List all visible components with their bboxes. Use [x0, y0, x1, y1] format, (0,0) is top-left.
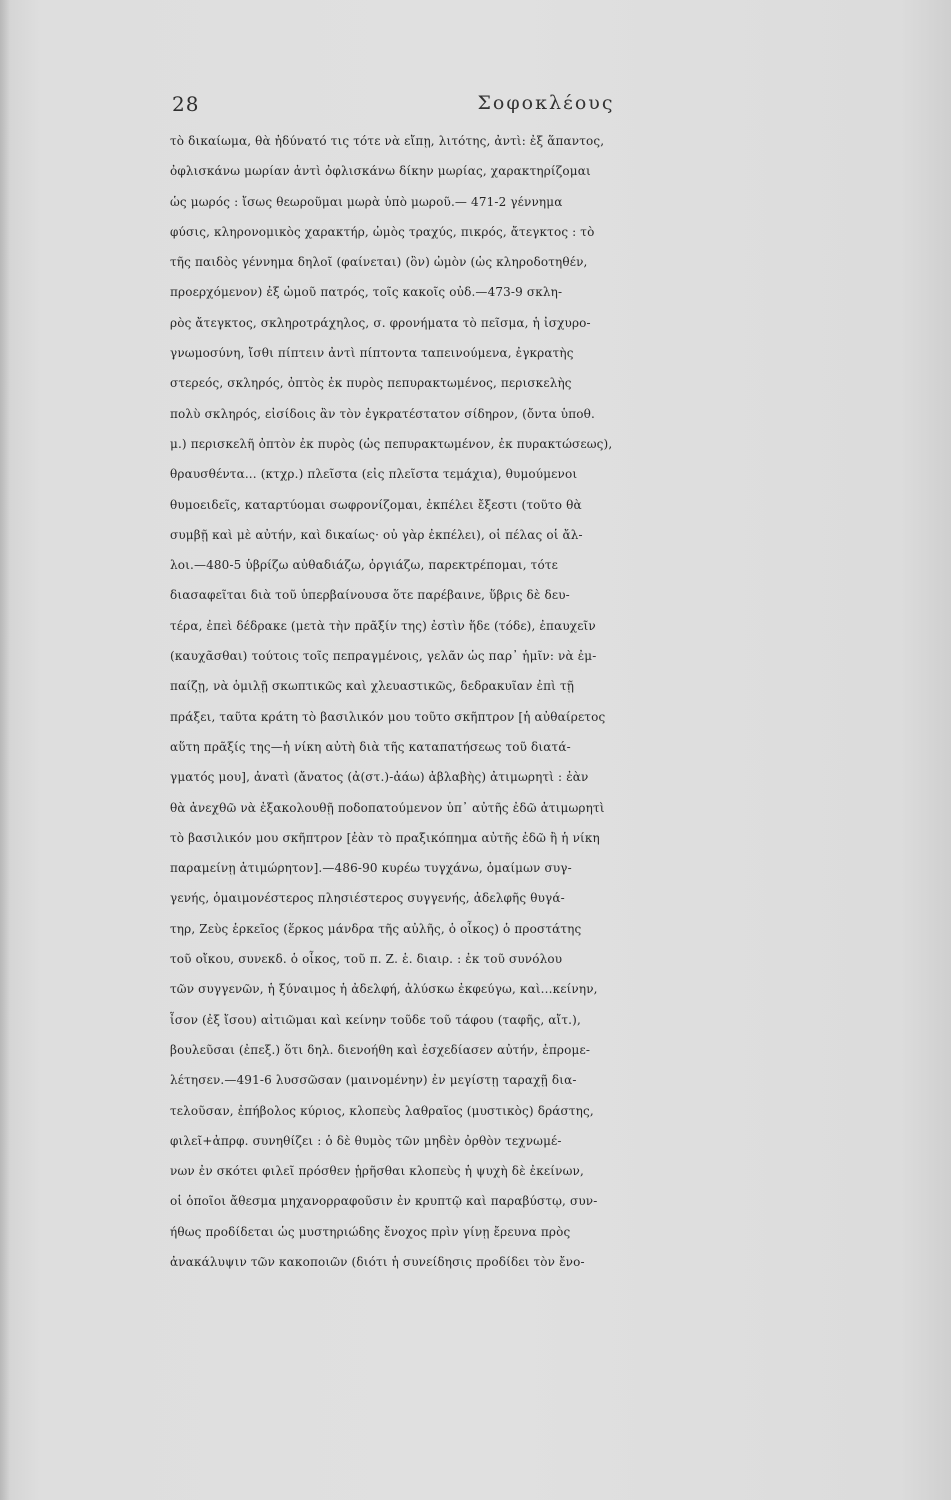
- text-line: ὡς μωρός : ἴσως θεωροῦμαι μωρὰ ὑπὸ μωροῦ.— 471-2 γέννημα: [170, 194, 563, 209]
- text-line: τέρα, ἐπεὶ δέδρακε (μετὰ τὴν πρᾶξίν της) ἐστὶν ἥδε (τόδε), ἐπαυχεῖν: [170, 618, 596, 633]
- text-line: θυμοειδεῖς, καταρτύομαι σωφρονίζομαι, ἐκπέλει ἔξεστι (τοῦτο θὰ: [170, 497, 582, 512]
- text-line: τοῦ οἴκου, συνεκδ. ὁ οἶκος, τοῦ π. Ζ. ἑ. διαιρ. : ἐκ τοῦ συνόλου: [170, 952, 563, 967]
- text-line: προερχόμενον) ἐξ ὠμοῦ πατρός, τοῖς κακοῖς οὐδ.—473-9 σκλη-: [170, 285, 563, 300]
- text-line: στερεός, σκληρός, ὀπτὸς ἐκ πυρὸς πεπυρακτωμένος, περισκελὴς: [170, 376, 572, 391]
- text-line: βουλεῦσαι (ἐπεξ.) ὅτι δηλ. διενοήθη καὶ ἐσχεδίασεν αὐτήν, ἐπρομε-: [170, 1042, 591, 1057]
- text-line: πολὺ σκληρός, εἰσίδοις ἂν τὸν ἐγκρατέστατον σίδηρον, (ὄντα ὑποθ.: [170, 406, 595, 421]
- text-line: διασαφεῖται διὰ τοῦ ὑπερβαίνουσα ὅτε παρέβαινε, ὕβρις δὲ δευ-: [170, 588, 570, 603]
- text-line: μ.) περισκελῆ ὀπτὸν ἐκ πυρὸς (ὡς πεπυρακτωμένον, ἐκ πυρακτώσεως),: [170, 436, 613, 451]
- text-line: (καυχᾶσθαι) τούτοις τοῖς πεπραγμένοις, γελᾶν ὡς παρ᾽ ἡμῖν: νὰ ἐμ-: [170, 649, 597, 664]
- text-line: γενής, ὁμαιμονέστερος πλησιέστερος συγγενής, ἀδελφῆς θυγά-: [170, 891, 565, 906]
- text-line: αὕτη πρᾶξίς της—ἡ νίκη αὐτὴ διὰ τῆς καταπατήσεως τοῦ διατά-: [170, 739, 571, 754]
- text-line: ἶσον (ἐξ ἴσου) αἰτιῶμαι καὶ κείνην τοῦδε τοῦ τάφου (ταφῆς, αἴτ.),: [170, 1012, 581, 1027]
- text-line: θραυσθέντα... (κτχρ.) πλεῖστα (εἰς πλεῖστα τεμάχια), θυμούμενοι: [170, 467, 578, 482]
- page-number: 28: [172, 92, 200, 116]
- page-edge-shadow: [0, 0, 10, 1500]
- page-header: [172, 92, 920, 122]
- text-line: οἱ ὁποῖοι ἄθεσμα μηχανορραφοῦσιν ἐν κρυπτῷ καὶ παραβύστῳ, συν-: [170, 1194, 598, 1209]
- text-line: γνωμοσύνη, ἴσθι πίπτειν ἀντὶ πίπτοντα ταπεινούμενα, ἐγκρατὴς: [170, 346, 574, 361]
- text-line: θὰ ἀνεχθῶ νὰ ἐξακολουθῇ ποδοπατούμενον ὑπ᾽ αὐτῆς ἐδῶ ἀτιμωρητὶ: [170, 800, 605, 815]
- text-line: τηρ, Ζεὺς ἑρκεῖος (ἕρκος μάνδρα τῆς αὐλῆς, ὁ οἶκος) ὁ προστάτης: [170, 921, 582, 936]
- text-line: λέτησεν.—491-6 λυσσῶσαν (μαινομένην) ἐν μεγίστῃ ταραχῇ δια-: [170, 1073, 577, 1088]
- text-line: φύσις, κληρονομικὸς χαρακτήρ, ὠμὸς τραχύς, πικρός, ἄτεγκτος : τὸ: [170, 224, 595, 239]
- text-line: τῆς παιδὸς γέννημα δηλοῖ (φαίνεται) (ὂν) ὠμὸν (ὡς κληροδοτηθέν,: [170, 255, 588, 270]
- text-line: τὸ βασιλικόν μου σκῆπτρον [ἐὰν τὸ πραξικόπημα αὐτῆς ἐδῶ ἢ ἡ νίκη: [170, 830, 600, 845]
- text-line: γματός μου], ἀνατὶ (ἄνατος (ἀ(στ.)-ἀάω) ἀβλαβὴς) ἀτιμωρητὶ : ἐὰν: [170, 770, 589, 785]
- text-line: παίζῃ, νὰ ὁμιλῇ σκωπτικῶς καὶ χλευαστικῶς, δεδρακυῖαν ἐπὶ τῇ: [170, 679, 575, 694]
- text-line: τῶν συγγενῶν, ἡ ξύναιμος ἡ ἀδελφή, ἀλύσκω ἐκφεύγω, καὶ...κείνην,: [170, 982, 598, 997]
- text-line: νων ἐν σκότει φιλεῖ πρόσθεν ᾑρῆσθαι κλοπεὺς ἡ ψυχὴ δὲ ἐκείνων,: [170, 1164, 584, 1179]
- text-line: συμβῇ καὶ μὲ αὐτήν, καὶ δικαίως· οὐ γὰρ ἐκπέλει), οἱ πέλας οἱ ἄλ-: [170, 527, 583, 542]
- text-line: φιλεῖ+ἀπρφ. συνηθίζει : ὁ δὲ θυμὸς τῶν μηδὲν ὀρθὸν τεχνωμέ-: [170, 1133, 562, 1148]
- text-line: τελοῦσαν, ἐπήβολος κύριος, κλοπεὺς λαθραῖος (μυστικὸς) δράστης,: [170, 1103, 594, 1118]
- text-line: πράξει, ταῦτα κράτη τὸ βασιλικόν μου τοῦτο σκῆπτρον [ἡ αὐθαίρετος: [170, 709, 606, 724]
- text-line: τὸ δικαίωμα, θὰ ἠδύνατό τις τότε νὰ εἴπῃ, λιτότης, ἀντὶ: ἐξ ἅπαντος,: [170, 134, 605, 148]
- text-line: ρὸς ἄτεγκτος, σκληροτράχηλος, σ. φρονήματα τὸ πεῖσμα, ἡ ἰσχυρο-: [170, 315, 591, 330]
- text-line: παραμείνῃ ἀτιμώρητον].—486-90 κυρέω τυγχάνω, ὁμαίμων συγ-: [170, 861, 572, 876]
- text-line: ήθως προδίδεται ὡς μυστηριώδης ἔνοχος πρὶν γίνῃ ἔρευνα πρὸς: [170, 1224, 571, 1239]
- text-line: ὀφλισκάνω μωρίαν ἀντὶ ὀφλισκάνω δίκην μωρίας, χαρακτηρίζομαι: [170, 164, 591, 179]
- text-line: ἀνακάλυψιν τῶν κακοποιῶν (διότι ἡ συνείδησις προδίδει τὸν ἔνο-: [170, 1254, 585, 1269]
- running-head: Σοφοκλέους: [477, 92, 615, 114]
- commentary-text: [170, 126, 930, 1277]
- text-line: λοι.—480-5 ὑβρίζω αὐθαδιάζω, ὀργιάζω, παρεκτρέπομαι, τότε: [170, 558, 558, 573]
